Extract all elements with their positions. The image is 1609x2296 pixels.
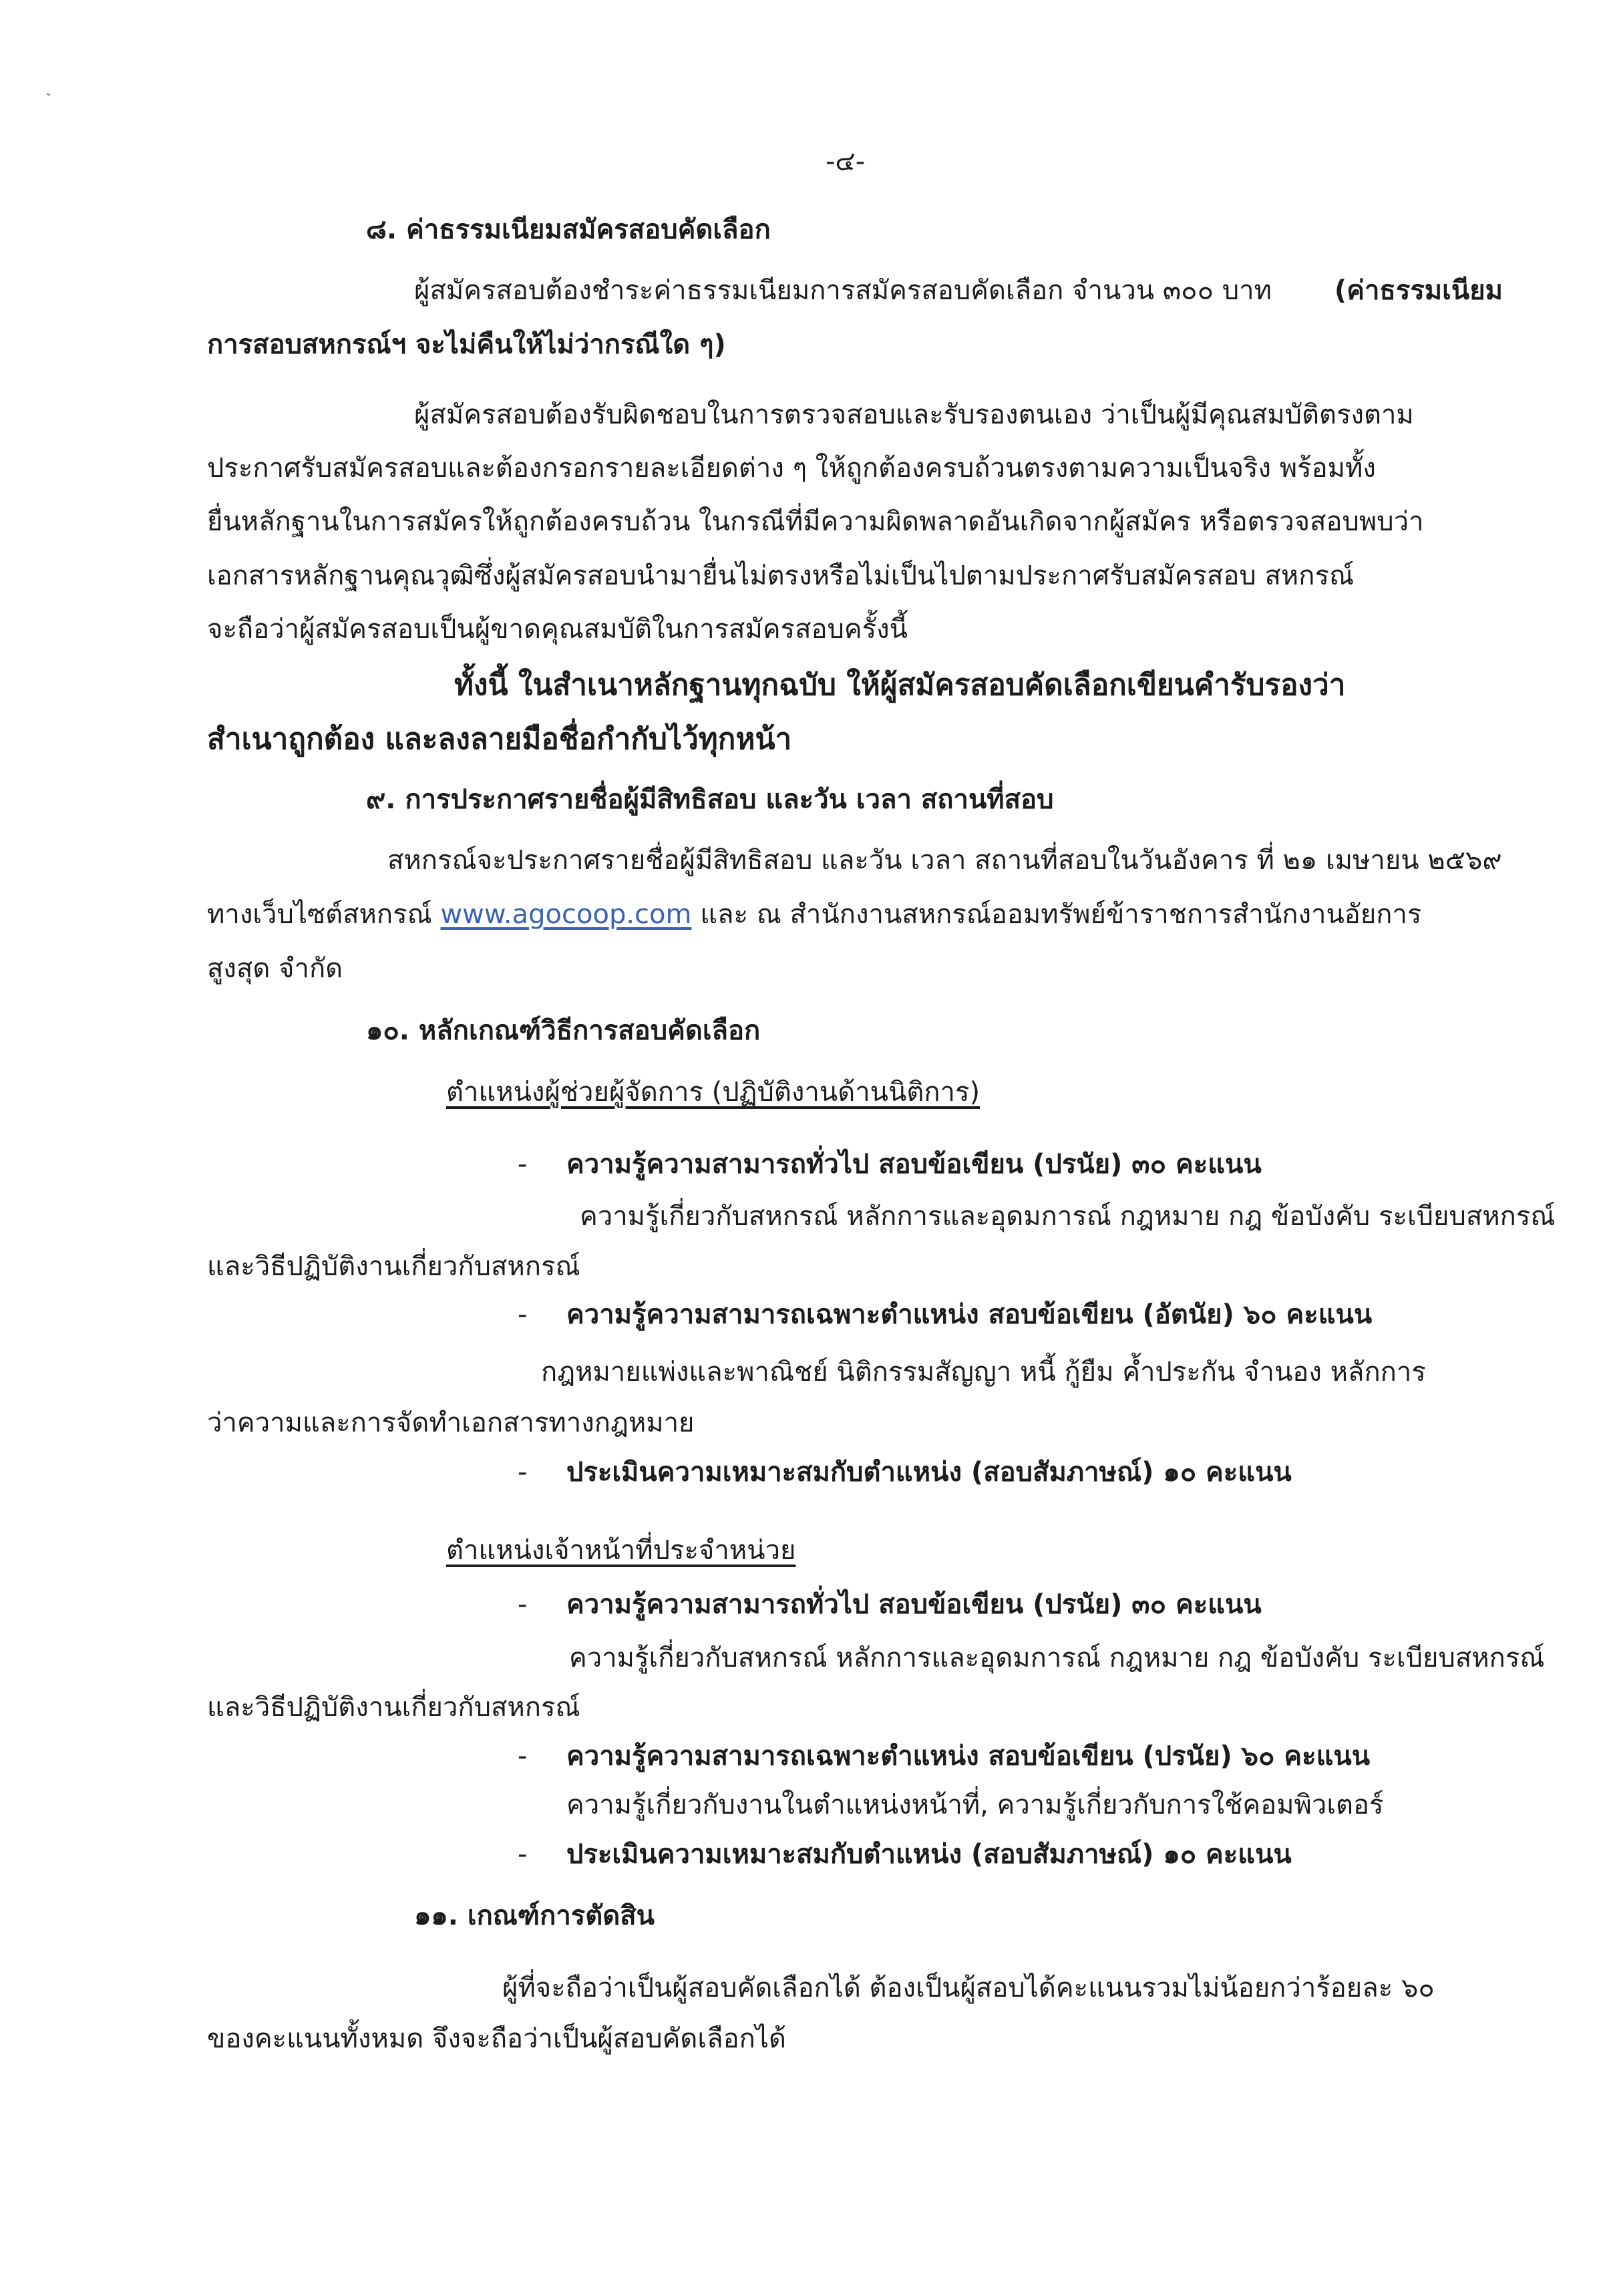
section8-resp-line5: จะถือว่าผู้สมัครสอบเป็นผู้ขาดคุณสมบัติในการสมัครสอบครั้งนี้ (207, 614, 908, 645)
position1-title: ตำแหน่งผู้ช่วยผู้จัดการ (ปฏิบัติงานด้านนิติการ) (446, 1077, 980, 1108)
fee-text: ผู้สมัครสอบต้องชำระค่าธรรมเนียมการสมัครสอบคัดเลือก จำนวน ๓๐๐ บาท (414, 275, 1272, 306)
section8-resp-line1: ผู้สมัครสอบต้องรับผิดชอบในการตรวจสอบและรับรองตนเอง ว่าเป็นผู้มีคุณสมบัติตรงตาม (414, 399, 1414, 430)
section9-heading: ๙. การประกาศรายชื่อผู้มีสิทธิสอบ และวัน เวลา สถานที่สอบ (366, 784, 1054, 815)
section10-heading: ๑๐. หลักเกณฑ์วิธีการสอบคัดเลือก (366, 1015, 761, 1046)
pos2-item2-title: ความรู้ความสามารถเฉพาะตำแหน่ง สอบข้อเขียน (ปรนัย) ๖๐ คะแนน (566, 1741, 1371, 1772)
pos2-item2-dash: - (518, 1741, 528, 1772)
pos2-item1-desc2: และวิธีปฏิบัติงานเกี่ยวกับสหกรณ์ (207, 1692, 580, 1723)
section8-fee-line2: การสอบสหกรณ์ฯ จะไม่คืนให้ไม่ว่ากรณีใด ๆ) (207, 329, 726, 360)
section8-resp-line4: เอกสารหลักฐานคุณวุฒิซึ่งผู้สมัครสอบนำมายื่นไม่ตรงหรือไม่เป็นไปตามประกาศรับสมัครสอบ สหกรณ์ (207, 560, 1355, 591)
section9-line2-prefix: ทางเว็บไซต์สหกรณ์ (207, 899, 441, 930)
page-number: -๔- (826, 146, 866, 177)
pos2-item3-dash: - (518, 1839, 528, 1870)
section8-certify-line2: สำเนาถูกต้อง และลงลายมือชื่อกำกับไว้ทุกหน้า (207, 722, 792, 756)
section8-heading: ๘. ค่าธรรมเนียมสมัครสอบคัดเลือก (366, 214, 771, 245)
section9-line2-suffix: และ ณ สำนักงานสหกรณ์ออมทรัพย์ข้าราชการสำนักงานอัยการ (691, 899, 1422, 930)
scan-speck (47, 93, 51, 96)
section11-line1: ผู้ที่จะถือว่าเป็นผู้สอบคัดเลือกได้ ต้องเป็นผู้สอบได้คะแนนรวมไม่น้อยกว่าร้อยละ ๖๐ (502, 1973, 1435, 2003)
pos1-item2-desc1: กฎหมายแพ่งและพาณิชย์ นิติกรรมสัญญา หนี้ กู้ยืม ค้ำประกัน จำนอง หลักการ (541, 1357, 1426, 1387)
pos1-item2-title: ความรู้ความสามารถเฉพาะตำแหน่ง สอบข้อเขียน (อัตนัย) ๖๐ คะแนน (566, 1299, 1373, 1330)
section8-certify-line1: ทั้งนี้ ในสำเนาหลักฐานทุกฉบับ ให้ผู้สมัครสอบคัดเลือกเขียนคำรับรองว่า (454, 668, 1346, 702)
section8-resp-line3: ยื่นหลักฐานในการสมัครให้ถูกต้องครบถ้วน ในกรณีที่มีความผิดพลาดอันเกิดจากผู้สมัคร หรือตรวจสอบพบว่า (207, 506, 1424, 537)
pos1-item3-title: ประเมินความเหมาะสมกับตำแหน่ง (สอบสัมภาษณ์) ๑๐ คะแนน (566, 1457, 1292, 1488)
pos2-item1-title: ความรู้ความสามารถทั่วไป สอบข้อเขียน (ปรนัย) ๓๐ คะแนน (566, 1589, 1262, 1620)
pos2-item1-desc1: ความรู้เกี่ยวกับสหกรณ์ หลักการและอุดมการณ์ กฎหมาย กฎ ข้อบังคับ ระเบียบสหกรณ์ (569, 1643, 1545, 1673)
pos1-item2-dash: - (518, 1299, 528, 1330)
section9-line3: สูงสุด จำกัด (207, 953, 343, 984)
pos1-item1-dash: - (518, 1149, 528, 1180)
pos1-item1-desc1: ความรู้เกี่ยวกับสหกรณ์ หลักการและอุดมการณ์ กฎหมาย กฎ ข้อบังคับ ระเบียบสหกรณ์ (580, 1201, 1556, 1232)
pos1-item1-title: ความรู้ความสามารถทั่วไป สอบข้อเขียน (ปรนัย) ๓๐ คะแนน (566, 1149, 1262, 1180)
pos2-item2-desc1: ความรู้เกี่ยวกับงานในตำแหน่งหน้าที่, ความรู้เกี่ยวกับการใช้คอมพิวเตอร์ (566, 1790, 1384, 1820)
section8-fee-line1 (414, 275, 1503, 307)
section9-line2 (207, 898, 1421, 931)
pos1-item3-dash: - (518, 1457, 528, 1488)
fee-note-start: (ค่าธรรมเนียม (1334, 275, 1503, 306)
section8-resp-line2: ประกาศรับสมัครสอบและต้องกรอกรายละเอียดต่าง ๆ ให้ถูกต้องครบถ้วนตรงตามความเป็นจริง พร้อมทั้ง (207, 453, 1376, 484)
pos1-item2-desc2: ว่าความและการจัดทำเอกสารทางกฎหมาย (207, 1408, 695, 1438)
section11-line2: ของคะแนนทั้งหมด จึงจะถือว่าเป็นผู้สอบคัดเลือกได้ (207, 2023, 786, 2054)
position2-title: ตำแหน่งเจ้าหน้าที่ประจำหน่วย (446, 1535, 796, 1566)
pos2-item3-title: ประเมินความเหมาะสมกับตำแหน่ง (สอบสัมภาษณ์) ๑๐ คะแนน (566, 1839, 1292, 1870)
website-link[interactable]: www.agocoop.com (440, 899, 692, 930)
pos2-item1-dash: - (518, 1589, 528, 1620)
section11-heading: ๑๑. เกณฑ์การตัดสิน (414, 1901, 655, 1931)
pos1-item1-desc2: และวิธีปฏิบัติงานเกี่ยวกับสหกรณ์ (207, 1251, 580, 1282)
section9-line1: สหกรณ์จะประกาศรายชื่อผู้มีสิทธิสอบ และวัน เวลา สถานที่สอบในวันอังคาร ที่ ๒๑ เมษายน ๒๕๖๙ (387, 845, 1502, 876)
